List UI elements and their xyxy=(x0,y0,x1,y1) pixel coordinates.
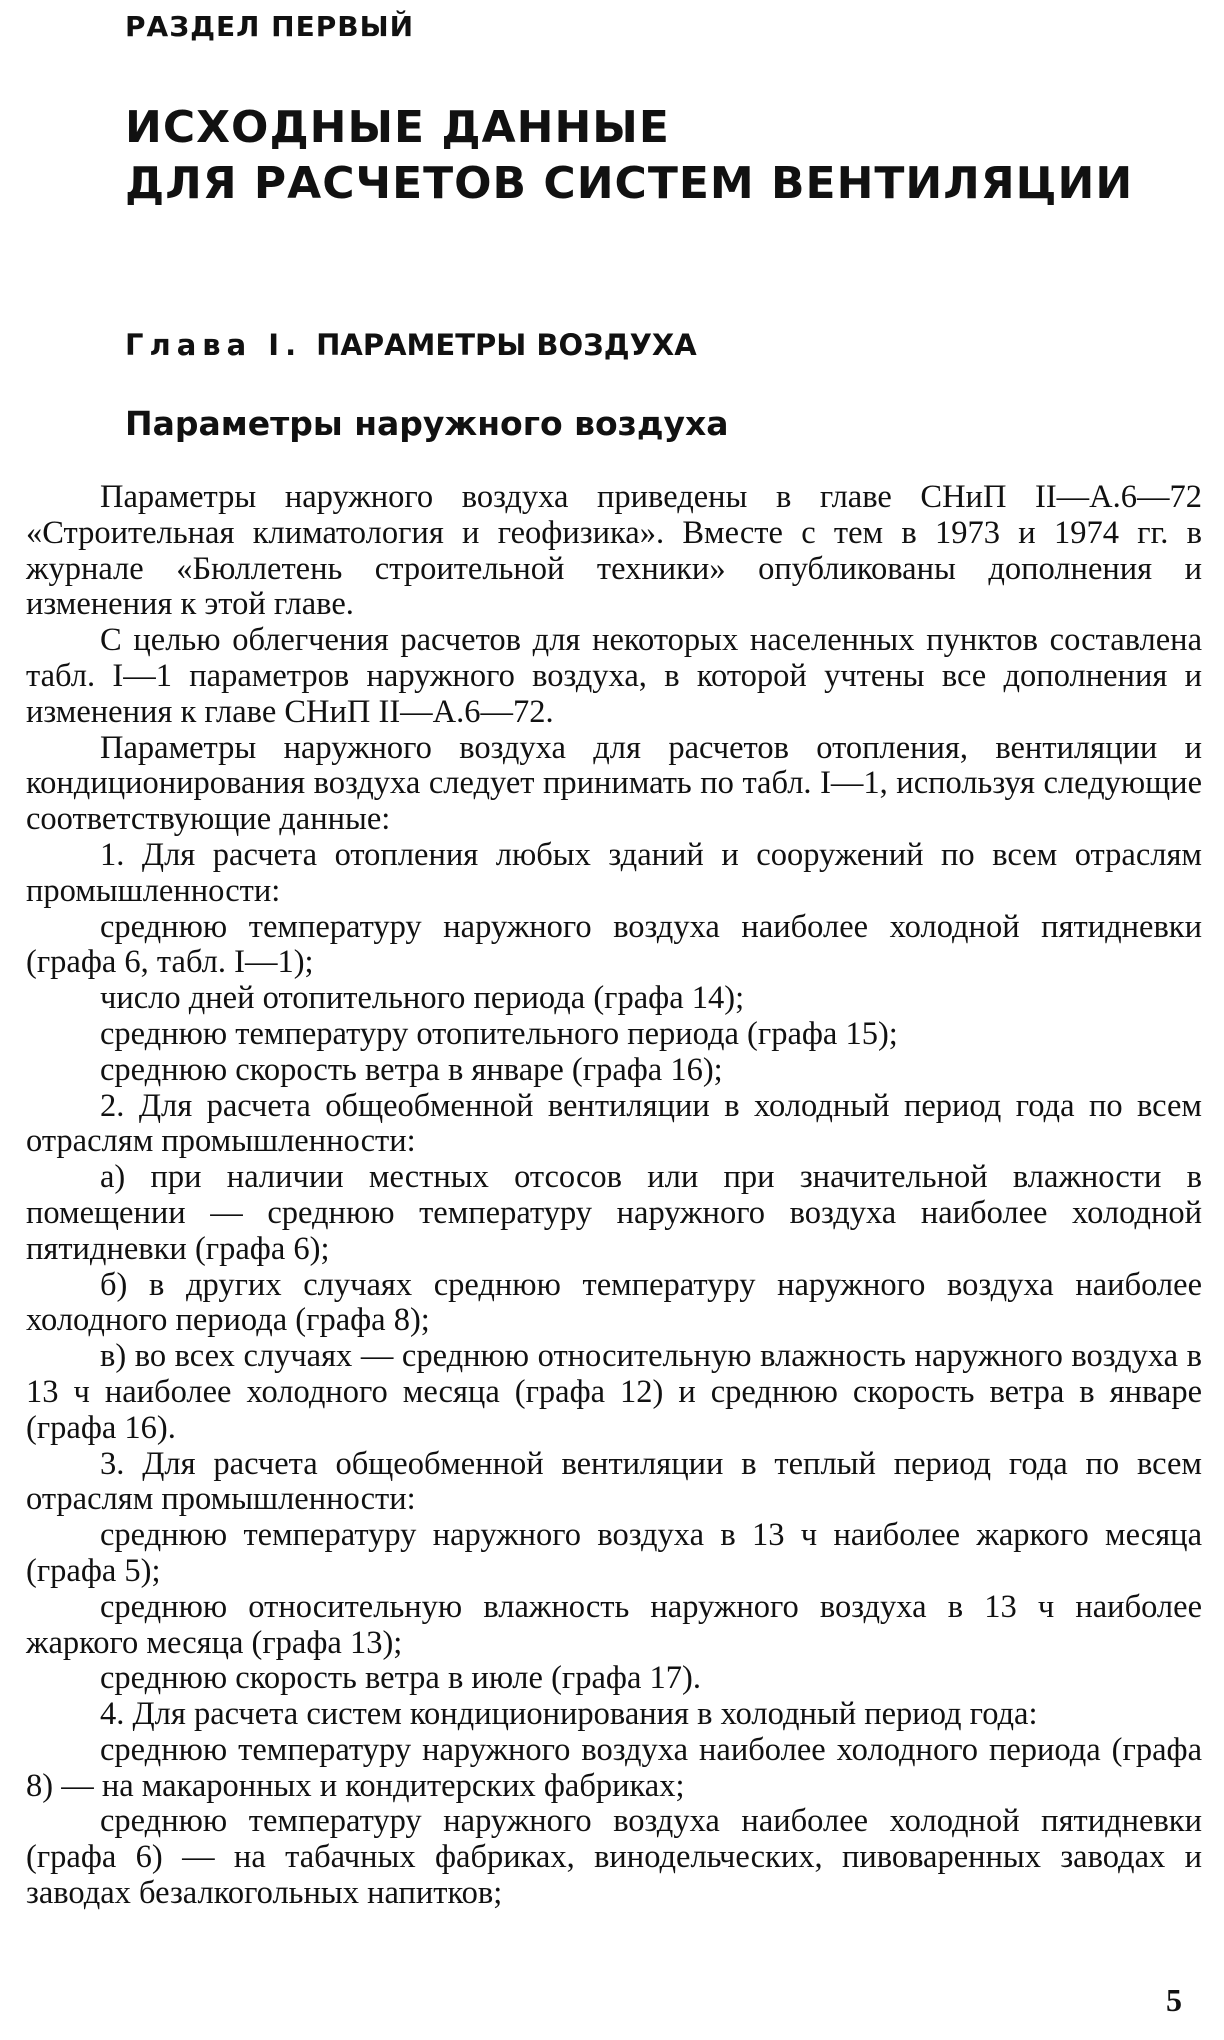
paragraph: Параметры наружного воздуха для расчетов отопления, вентиляции и кондиционирования воздуха следует принимать по табл. I—1, используя следующие соответствующие данные: xyxy=(26,729,1202,838)
paragraph: Параметры наружного воздуха приведены в главе СНиП II—А.6—72 «Строительная климатология и геофизика». Вместе с тем в 1973 и 1974 гг. в журнале «Бюллетень строительной техники» опубликованы дополнения и изменения к этой главе. xyxy=(26,479,1202,623)
chapter-prefix: Глава I. xyxy=(125,328,303,362)
chapter-name: ПАРАМЕТРЫ ВОЗДУХА xyxy=(316,328,697,362)
paragraph: б) в других случаях среднюю температуру наружного воздуха наиболее холодного периода (графа 8); xyxy=(26,1266,1202,1339)
paragraph: 4. Для расчета систем кондиционирования в холодный период года: xyxy=(100,1696,1038,1733)
body-text xyxy=(26,480,1202,1912)
main-title xyxy=(125,100,1133,212)
main-title-line-2: ДЛЯ РАСЧЕТОВ СИСТЕМ ВЕНТИЛЯЦИИ xyxy=(125,158,1134,209)
paragraph: среднюю температуру наружного воздуха наиболее холодной пятидневки (графа 6) — на табачных фабриках, винодельческих, пивоваренных заводах и заводах безалкогольных напитков; xyxy=(26,1803,1202,1912)
paragraph: 1. Для расчета отопления любых зданий и сооружений по всем отраслям промышленности: xyxy=(26,836,1202,909)
paragraph: а) при наличии местных отсосов или при значительной влажности в помещении — среднюю температуру наружного воздуха наиболее холодной пятидневки (графа 6); xyxy=(26,1159,1202,1267)
paragraph: 3. Для расчета общеобменной вентиляции в теплый период года по всем отраслям промышленности: xyxy=(26,1445,1202,1518)
paragraph: 2. Для расчета общеобменной вентиляции в холодный период года по всем отраслям промышленности: xyxy=(26,1087,1202,1160)
paragraph: среднюю относительную влажность наружного воздуха в 13 ч наиболее жаркого месяца (графа 13); xyxy=(26,1588,1202,1661)
paragraph: среднюю температуру наружного воздуха в 13 ч наиболее жаркого месяца (графа 5); xyxy=(26,1517,1202,1589)
paragraph: С целью облегчения расчетов для некоторых населенных пунктов составлена табл. I—1 параметров наружного воздуха, в которой учтены все дополнения и изменения к главе СНиП II—А.6—72. xyxy=(26,622,1202,730)
subsection-title: Параметры наружного воздуха xyxy=(125,404,729,443)
paragraph: среднюю температуру наружного воздуха наиболее холодной пятидневки (графа 6, табл. I—1); xyxy=(26,908,1202,981)
paragraph: число дней отопительного периода (графа 14); xyxy=(100,980,745,1017)
paragraph: среднюю скорость ветра в январе (графа 16); xyxy=(100,1051,723,1088)
page-number: 5 xyxy=(1166,1982,1182,2018)
main-title-line-1: ИСХОДНЫЕ ДАННЫЕ xyxy=(125,102,670,153)
paragraph: среднюю скорость ветра в июле (графа 17). xyxy=(100,1660,701,1697)
paragraph: среднюю температуру отопительного периода (графа 15); xyxy=(100,1015,898,1052)
paragraph: среднюю температуру наружного воздуха наиболее холодного периода (графа 8) — на макаронных и кондитерских фабриках; xyxy=(26,1731,1202,1804)
paragraph: в) во всех случаях — среднюю относительную влажность наружного воздуха в 13 ч наиболее холодного месяца (графа 12) и среднюю скорость ветра в январе (графа 16). xyxy=(26,1338,1202,1446)
chapter-title xyxy=(125,328,697,362)
section-label: РАЗДЕЛ ПЕРВЫЙ xyxy=(125,10,415,43)
